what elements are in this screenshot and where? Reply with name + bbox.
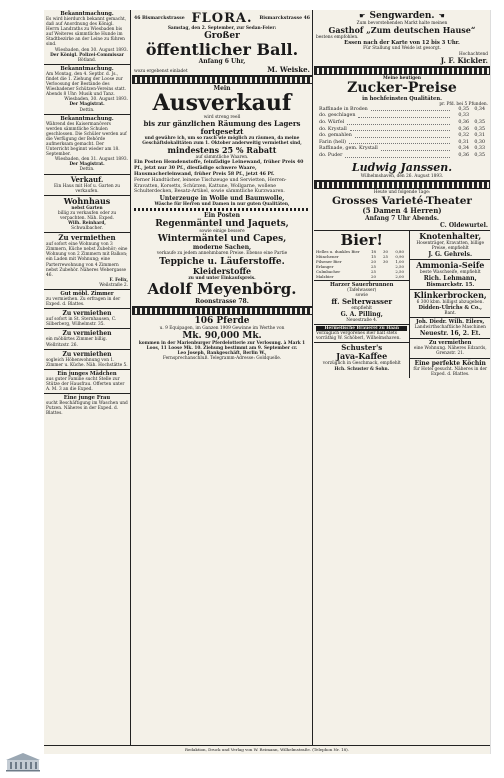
sale-address: Roonstrasse 78. [195, 297, 249, 305]
bier-price-c: 0,90 [395, 253, 404, 259]
ad-zu-vermiethen-1 [44, 233, 130, 290]
sale-body: und gewähre ich, um so rasch wie möglich zu räumen, da meine Geschäftslokalitäten zum 1. Oktober anderweitig vermiethet sind, [142, 136, 302, 147]
zucker-price-single: 0,34 [458, 146, 469, 152]
eilers-body: Landwirthschaftliche Maschinen [414, 325, 486, 331]
klinker-signature-2: Bant. [444, 311, 457, 317]
notice-police [44, 10, 130, 65]
ad-body: ein möblirtes Zimmer billig. Wellritzstr. 26. [46, 337, 107, 348]
column-middle [132, 10, 313, 754]
ad-wohnhaus [44, 196, 130, 233]
brauerei-title: Hermelische Brauerei zu Haan [316, 326, 407, 331]
seife-body: beste Waschseife, empfiehlt [419, 269, 481, 275]
notice-title: Bekanntmachung. [60, 115, 114, 122]
flora-big-1: Großer [204, 31, 240, 42]
zucker-price-bulk: 0,30 [474, 139, 485, 145]
ad-body: sucht Beschäftigung im Waschen und Putzen. Näheres in der Exped. d. Blattes. [46, 401, 128, 417]
flora-big-2: öffentlicher Ball. [145, 40, 299, 60]
zucker-price-single: 0,36 [458, 120, 469, 126]
zucker-price-bulk: 0,31 [474, 133, 485, 139]
sengwarden-header [316, 11, 488, 21]
column-left [44, 10, 131, 754]
notice-body: Während des Kaisermanövers werden sämmtliche Schulen geschlossen. Die Schüler werden auf die Verfügung der Behörde aufmerksam gemacht. Der Unterricht beginnt wieder am 18. September. [46, 121, 127, 158]
sale-capes-2: moderne Sachen, [192, 244, 252, 252]
klinker-signature: Didden-Ulrichs & Co., [418, 305, 482, 312]
sale-rabatt: mindestens 25 % Rabatt [167, 145, 277, 156]
bier-price-a: 18 [371, 248, 376, 254]
sale-paragraph-3: Unterzeuge in Wolle und Baumwolle, [159, 195, 285, 203]
sale-posten: Ein Posten [204, 212, 240, 220]
ad-signature-line: Schwalbacher. [71, 226, 103, 232]
zucker-price-single: 0,35 [458, 106, 469, 112]
notice-signature: Der Magistrat. [69, 102, 105, 108]
zucker-title: Zucker-Preise [347, 79, 457, 96]
sale-mein: Mein [213, 85, 231, 93]
ad-flora-ball [132, 10, 312, 76]
flora-signature: M. Weiske. [267, 65, 310, 75]
zucker-item-name: do. Puder [319, 153, 343, 159]
ad-title: Gut möbl. Zimmer [60, 291, 114, 298]
flora-address-left: 46 Bismarckstrasse [134, 16, 185, 21]
sale-cloth: Kleiderstoffe [192, 265, 252, 276]
ad-ammonia-seife [410, 260, 490, 290]
brauerei-body: Vorzüglich vergorenes Bier hält stets vorräthig W. Schöberl, Wilhelmshaven. [316, 331, 401, 342]
harzer-line-2: empfiehlt [351, 305, 373, 311]
ad-zu-vermiethen-2 [44, 309, 130, 329]
newspaper-page [44, 10, 491, 754]
flora-date-line: Samstag, den 2. September, zur Sedan-Feier: [167, 26, 277, 31]
ad-pferdelotterie [132, 315, 312, 362]
variete-pre: Heute und folgende Tage: [373, 189, 431, 195]
zucker-price-row [316, 133, 488, 140]
variete-title: Grosses Varieté-Theater [332, 194, 472, 207]
dotted-leader [358, 113, 450, 118]
bier-price-b [376, 274, 388, 279]
ad-signature: Wilh. Reinhard, [68, 221, 106, 226]
flora-start: Anfang 6 Uhr, [198, 58, 246, 66]
ad-moebl-zimmer [44, 290, 130, 309]
notice-signature: Der Magistrat. [69, 162, 105, 168]
zucker-item-name: do. gemahlen [319, 133, 352, 139]
flora-footer [134, 65, 310, 74]
zucker-item-name: Raffinade, gem. Krystall [319, 146, 378, 152]
ad-body: billig zu verkaufen oder zu verpachten. Näh. Exped. [57, 210, 117, 221]
bier-price-c: 2,50 [395, 268, 404, 274]
ad-body: sogleich Höhenwohnung von 1. Zimmer u. Küche. Näh. Hochstätte 5. [46, 357, 128, 368]
ad-body: auf sofort eine Wohnung von 3 Zimmern, Küche nebst Zubehör; eine Wohnung von 2 Zimmern mit Balkon; ein Laden mit Wohnung; eine Parterrewohnung von 4 Zimmern nebst Zubehör. Näheres Webergasse 46. [46, 242, 128, 278]
right-sub-left [314, 231, 410, 378]
library-building-logo [4, 752, 42, 772]
notice-signature: Der Königl. Polizei-Commissar [50, 52, 124, 58]
sengwarden-line-4: Für Stallung und Weide ist gesorgt. [363, 46, 441, 52]
harzer-line: sowie [355, 292, 368, 298]
ad-harzer [314, 281, 409, 325]
ad-title: Eine junge Frau [63, 395, 111, 402]
zucker-price-bulk: 0,35 [474, 153, 485, 159]
zucker-owner: Ludwig Janssen. [351, 160, 453, 174]
dotted-leader [345, 153, 450, 158]
verm-title: Zu vermiethen [429, 340, 472, 347]
notice-body: Am Montag, den 4. Septbr. d. Js., findet die 1. Ziehung der Loose zur Verloosung der Bestände des Wiesbadener Schützen-Vereins statt. Abends 8 Uhr: Musik und Tanz. [46, 71, 126, 98]
zucker-item-name: Raffinade in Broden [319, 106, 368, 112]
sale-sub-2: bis zur gänzlichen Räumung des Lagers [143, 119, 301, 129]
bier-price-a: 25 [371, 263, 376, 269]
bier-price-b: 30 [383, 248, 388, 254]
sengwarden-name: Gasthof „Zum deutschen Hause“ [328, 25, 476, 36]
zucker-price-bulk: 0,34 [474, 106, 485, 112]
sale-coats: Regenmäntel und Jaquets, [155, 219, 289, 230]
flora-address-right: Bismarckstrasse 46 [259, 16, 310, 21]
dotted-leader [371, 107, 450, 112]
sale-owner: Adolf Meyenbörg. [147, 279, 297, 298]
bier-title: Bier! [340, 230, 383, 249]
ad-koechin [410, 359, 490, 378]
bier-item-name: Helles u. dunkles Bier [316, 248, 360, 254]
sale-rabatt-2: auf sämmtliche Waaren. [195, 155, 249, 161]
hut-title: Knotenhalter, [419, 230, 482, 241]
bier-price-a: 25 [371, 268, 376, 274]
bier-price-row [316, 274, 407, 279]
koechin-title: Eine perfekte Köchin [414, 359, 486, 367]
bier-item-name: Malzbier [316, 273, 334, 279]
variete-signature: C. Oldewurtel. [439, 221, 488, 229]
bier-price-c: 1,00 [395, 258, 404, 264]
variete-start: Anfang 7 Uhr Abends. [365, 214, 439, 222]
zucker-price-list [316, 107, 488, 160]
sengwarden-signature: J. F. Kickler. [440, 55, 488, 65]
flora-note: wozu ergebenst einladet [134, 69, 188, 74]
notice-date: Wiesbaden, 30. August 1893. [64, 97, 128, 103]
notice-body: Es wird hierdurch bekannt gemacht, daß auf Anordnung des Königl. Herrn Landraths zu Wiesbaden bis auf Weiteres sämmtliche Hunde im Stadtbezirke an der Leine zu führen sind. [46, 17, 127, 48]
bier-item-name: Erlanger [316, 263, 334, 269]
lottery-line-2: kommen in der Marienburger Pferdelotterie zur Verlosung. à Mark 1 Loos, 11 Loose Mk. 10. Ziehung bestimmt am 9. September cr. [138, 340, 306, 351]
eilers-title: Joh. Diedr. Wilh. Eilers, [416, 319, 485, 326]
seife-address: Bismarckstr. 15. [426, 282, 475, 289]
sale-paragraph-2: Ferner Handtücher, leinene Tischzeuge und Servietten, Herren-Kravatten, Korsetts, Schürzen, Kattune, Wollgarne, wollene Schulterdecken, Besatz-Artikel, sowie sämmtliche Kurzwaaren. [134, 177, 287, 195]
zucker-item-name: do. geschlagen [319, 113, 356, 119]
notice-title: Bekanntmachung. [60, 65, 114, 72]
bier-price-a: 20 [371, 258, 376, 264]
ad-title: Zu vermiethen [62, 350, 112, 358]
notice-signature-name: Bötland. [77, 57, 97, 63]
zucker-price-bulk: 0,35 [474, 120, 485, 126]
ad-eilers [410, 318, 490, 339]
seife-signature: Rich. Lehmann, [423, 275, 477, 283]
zucker-price-single: 0,32 [458, 133, 469, 139]
sale-sub-3: fortgesetzt [200, 127, 244, 137]
notice-date: Wiesbaden, den 31. August 1893. [54, 157, 128, 163]
sengwarden-title: Sengwarden. [369, 11, 435, 21]
ad-signature: F. Felix, [109, 277, 128, 283]
sengwarden-line-3: Essen nach der Karte von 12 bis 3 Uhr. [344, 40, 460, 47]
zucker-price-row [316, 120, 488, 127]
seife-title: Ammonia-Seife [416, 259, 485, 270]
bier-price-b: 25 [383, 253, 388, 259]
harzer-item: ff. Selterwasser [331, 296, 393, 306]
dotted-leader [355, 133, 450, 138]
ornament-rule [314, 67, 490, 75]
bier-price-c: 0,80 [395, 248, 404, 254]
zucker-price-bulk: 0,33 [474, 146, 485, 152]
pointing-hand-icon: ☛ [359, 11, 366, 20]
dotted-leader [349, 140, 450, 145]
sale-paragraph-1: Ein Posten Hemdenstoffe, feinfädige Leinewand, früher Preis 40 Pf., jetzt nur 30 Pf., diesfädige schwere Waare, Hausmacherleinwand, früher Preis 58 Pf., jetzt 46 Pf. [134, 160, 304, 178]
hut-body: Hosenträger, Kravatten, billige Preise, empfiehlt [416, 240, 485, 251]
lottery-amount: Mk. 90,000 Mk. [182, 330, 262, 341]
zucker-price-bulk: 0,35 [474, 126, 485, 132]
harzer-title: Harzer Sauerbrunnen [330, 281, 394, 288]
sengwarden-line-1: Zum bevorstehenden Markt halte meinen [356, 21, 448, 26]
zucker-price-single: 0,36 [458, 153, 469, 159]
harzer-sub: (Tafelwasser) [347, 287, 377, 293]
bier-price-b: 30 [383, 258, 388, 264]
ad-sengwarden [314, 10, 490, 67]
ad-variete [314, 189, 490, 231]
ad-title: Ein junges Mädchen [57, 370, 117, 377]
kaffee-line: vorzüglich in Geschmack, empfiehlt [322, 361, 401, 367]
sengwarden-sig-pre: Hochachtend [458, 51, 488, 57]
zucker-pre: Meine heutigen [383, 75, 421, 81]
lottery-line-1: u. 9 Equipagen, im Ganzen 1909 Gewinne im Werthe von [159, 325, 285, 331]
ad-body: zu vermiethen. Zu erfragen in der Exped. d. Blattes. [46, 297, 121, 308]
pointing-hand-icon: ☚ [438, 11, 445, 20]
divider [134, 208, 310, 211]
dotted-leader [381, 146, 450, 151]
column-right [314, 10, 490, 754]
ad-zu-vermiethen-3 [44, 329, 130, 349]
sale-capes: Wintermäntel und Capes, [157, 234, 287, 245]
ornament-rule [132, 307, 312, 315]
zucker-item-name: do. Krystall [319, 126, 347, 132]
notice-signature-name: Dettin. [79, 107, 95, 113]
bier-price-a: 15 [371, 253, 376, 259]
bier-price-a: 20 [371, 273, 376, 279]
imprint-footer: Redaktion, Druck und Verlag von W. Reimann, Wilhelmstraße. (Telephon Nr. 18). [44, 745, 490, 754]
notice-signature-name: Dettin. [79, 167, 95, 173]
ad-bier [314, 231, 409, 281]
ad-junge-frau [44, 394, 130, 417]
eilers-address: Neuestr. 16, 2. Et. [419, 330, 481, 338]
zucker-sub: in hochfeinsten Qualitäten. [362, 95, 442, 102]
ad-body: Ein Haus mit Hof u. Garten zu verkaufen. [53, 183, 121, 194]
sale-coats-2: sowie einige bessere [199, 229, 245, 235]
koechin-body: für Hotel gesucht. Näheres in der Exped. d. Blattes. [413, 366, 488, 377]
sale-paragraph-4: Wäsche für Herren und Damen in nur guten Qualitäten, [154, 202, 290, 208]
ad-title: Zu vermiethen [62, 310, 112, 318]
variete-cast: (5 Damen 4 Herren) [362, 205, 442, 215]
zucker-price-single: 0,31 [458, 139, 469, 145]
sale-cloth-2: zu und unter Einkaufspreis. [188, 275, 256, 281]
sale-capes-3: verkaufe zu jedem annehmbaren Preise. Ebenso eine Partie [156, 251, 288, 257]
sengwarden-line-2: bestens empfohlen. [316, 35, 359, 41]
ad-ausverkauf [132, 84, 312, 307]
ad-knotenhalter [410, 231, 490, 260]
ad-body: aus guter Familie sucht Stelle zur Stütze der Hausfrau. Offerten unter A. M. 3 an die Exped. [46, 376, 125, 392]
bier-price-list [316, 249, 407, 279]
ad-body: auf sofort in St. Sternhausen, C. Silberberg, Wilhelmstr. 35. [46, 317, 117, 328]
notice-magistrat-2 [44, 115, 130, 175]
bier-item-name: Pilsener Bier [316, 258, 342, 264]
notice-date: Wiesbaden, den 30. August 1893. [54, 47, 128, 53]
ad-klinkerbrocken [410, 290, 490, 318]
klinker-title: Klinkerbrocken, [413, 290, 487, 301]
verm-body: eine Wohnung. Näheres Edzards, Grenzstr. 21. [413, 346, 487, 357]
bier-item-name: Culmbacher [316, 268, 341, 274]
notice-title: Bekanntmachung. [60, 11, 114, 17]
zucker-price-row [316, 153, 488, 160]
ad-verkauf [44, 175, 130, 196]
lottery-title: 106 Pferde [194, 315, 250, 326]
zucker-price-single: 0,36 [458, 126, 469, 132]
ad-subtitle: nebst Garten [71, 205, 103, 211]
bier-price-c: 2,00 [395, 273, 404, 279]
bier-item-name: Münchener [316, 253, 339, 259]
kaffee-title: Schuster's [341, 343, 383, 353]
zucker-columns: pr. Pfd. bei 5 Pfunden. [439, 101, 488, 107]
dotted-leader [347, 120, 450, 125]
ad-signature-line: Weilstraße 2. [99, 282, 128, 288]
ad-zucker-preise [314, 75, 490, 181]
sale-sub-1: wird streng reell [203, 115, 241, 121]
harzer-signature: G. A. Pilling, [340, 311, 383, 319]
flora-name: FLORA. [191, 11, 253, 26]
zucker-date: Wilhelmshaven, den 26. August 1893. [360, 173, 444, 179]
ad-title: Wohnhaus [63, 195, 111, 206]
ad-brauerei [314, 325, 409, 343]
hut-signature: J. G. Gehrels. [428, 250, 473, 258]
zucker-price-single: 0,33 [458, 113, 469, 119]
ornament-rule [132, 76, 312, 84]
ad-zu-vermiethen-4 [44, 350, 130, 370]
lottery-agent-2: Fernsprechanschluß. Telegramm-Adresse: Goldquelle. [162, 356, 282, 361]
sale-carpet: Teppiche u. Läuferstoffe. [159, 256, 285, 267]
harzer-address: Neuestraße 4. [346, 318, 378, 324]
klinker-body: 6 300 kbm. billigst abzugeben. [416, 300, 484, 306]
ad-junges-maedchen [44, 370, 130, 394]
bier-price-c: 2,50 [395, 263, 404, 269]
notice-magistrat-1 [44, 65, 130, 115]
kaffee-signature: Hch. Schuster & Sohn. [334, 366, 390, 372]
ad-title: Verkauf. [70, 174, 104, 184]
ornament-rule [314, 181, 490, 189]
flora-header [134, 11, 310, 26]
lottery-agent: Leo Joseph, Bankgeschäft, Berlin W., [177, 350, 267, 356]
ad-title: Zu vermiethen [62, 330, 112, 338]
zucker-item-name: Farin (hell) [319, 139, 347, 145]
ad-zu-vermiethen-right [410, 339, 490, 358]
zucker-item-name: do. Würfel [319, 120, 345, 126]
kaffee-name: Java-Kaffee [336, 351, 388, 362]
right-sub-right [410, 231, 490, 378]
right-split-area [314, 231, 490, 378]
dotted-leader [350, 127, 450, 132]
ad-java-kaffee [314, 343, 409, 372]
sale-title: Ausverkauf [152, 90, 292, 117]
ad-title: Zu vermiethen [58, 233, 116, 243]
